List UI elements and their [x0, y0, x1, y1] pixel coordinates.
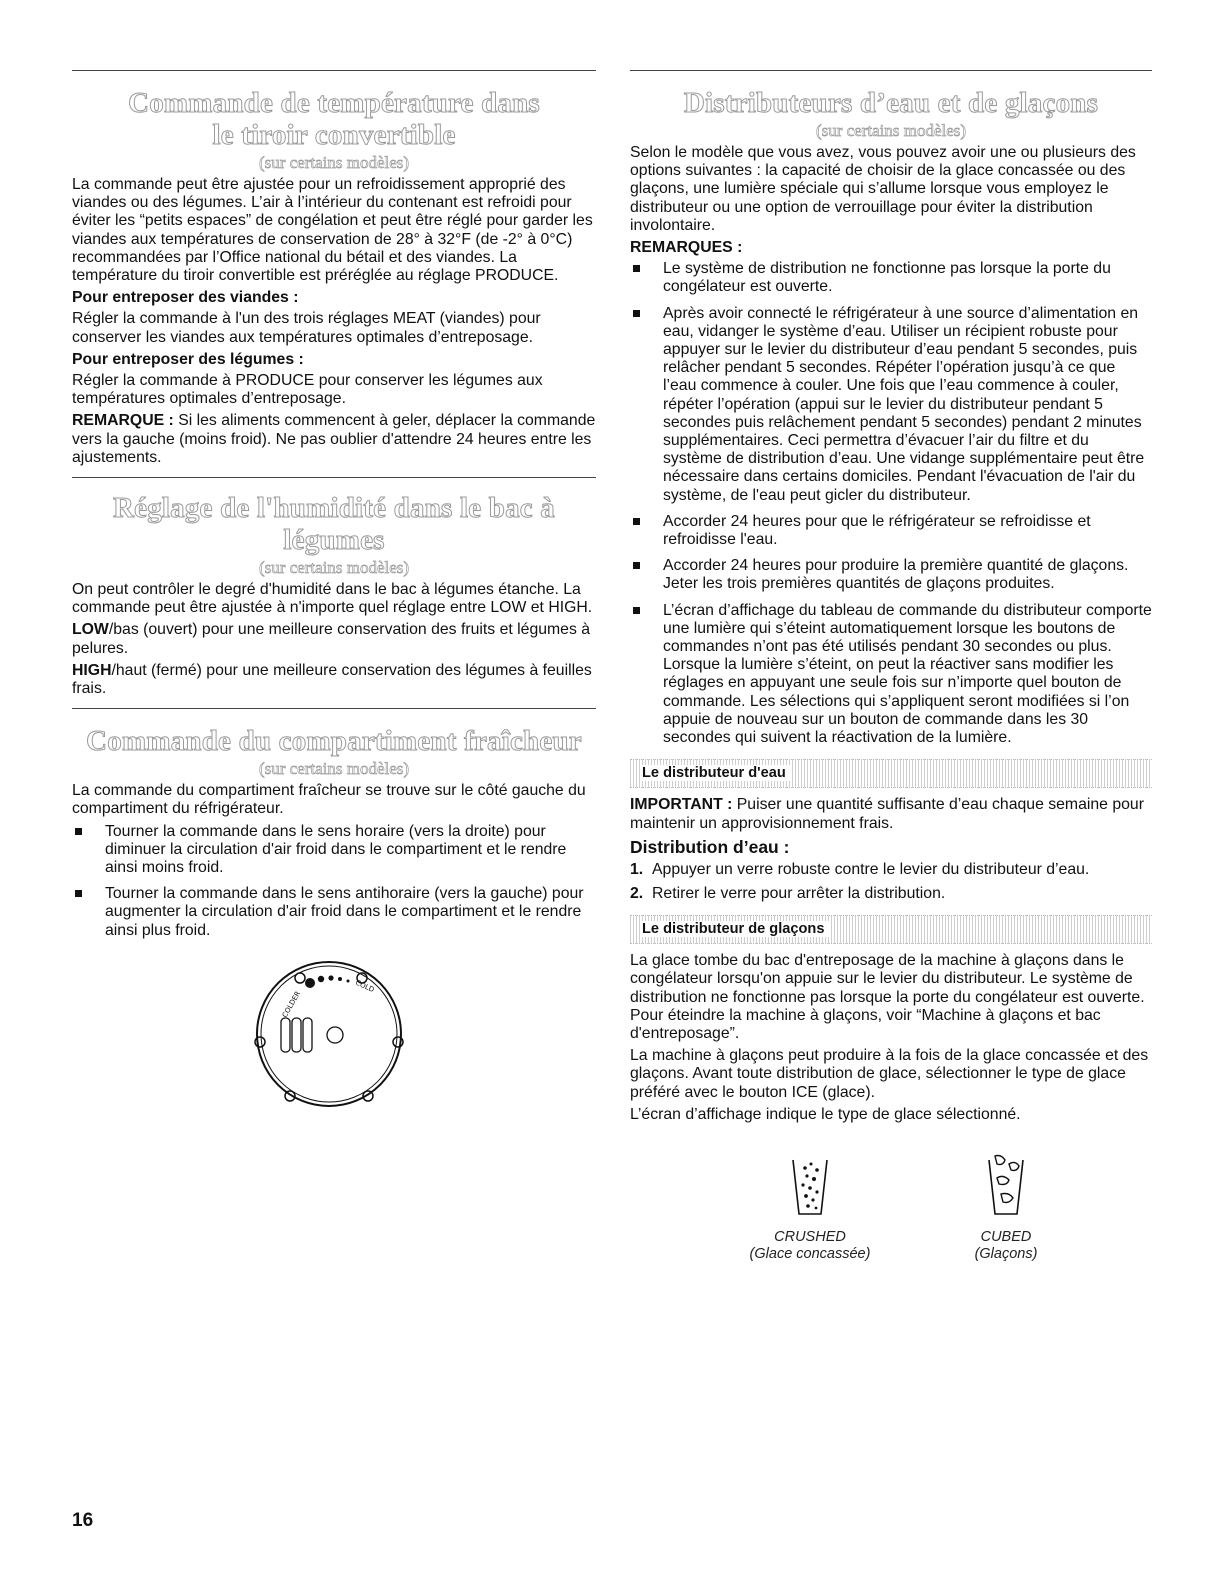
remarques-heading: REMARQUES : — [630, 239, 743, 257]
water-steps — [630, 861, 1152, 903]
important-label: IMPORTANT : — [630, 796, 733, 814]
vegetables-text: Régler la commande à PRODUCE pour conserver les légumes aux températures optimales d’entreposage. — [72, 372, 543, 408]
humidity-high — [72, 662, 596, 698]
step-number: 1. — [630, 860, 644, 878]
ice-paragraph-2: La machine à glaçons peut produire à la fois de la glace concassée et des glaçons. Avant toute distribution de glace, sélectionner le type de glace préféré avec le bouton ICE (glace). — [630, 1047, 1149, 1101]
fresh-compartment-list — [72, 823, 596, 940]
section-title-temp-drawer-line2: le tiroir convertible — [212, 119, 456, 151]
note-label: REMARQUE : — [72, 412, 174, 430]
section-subtitle: (sur certains modèles) — [815, 121, 967, 140]
list-item: L’écran d’affichage du tableau de commande du distributeur comporte une lumière qui s’éteint automatiquement lorsque les boutons de commandes n’ont pas été utilisés pendant 30 secondes ou plus. Lorsque la lumière s’éteint, on peut la réactiver sans modifier les réglages en appuyant une seule fois sur n’importe quel bouton de commande. Les sélections qui s’appliquent seront modifiées si l’on appuie de nouveau sur un bouton de commande dans les 30 secondes qui suivent la réactivation de la lumière. — [630, 602, 1152, 748]
dial-illustration — [72, 948, 596, 1118]
cubed-ice-item — [926, 1152, 1086, 1263]
control-dial-diagram — [72, 948, 596, 1118]
list-item: Après avoir connecté le réfrigérateur à une source d’alimentation en eau, vidanger le système d’eau. Utiliser un récipient robuste pour appuyer sur le levier du distributeur d’eau pendant 5 secondes, puis relâcher pendant 5 secondes. Répéter l’opération jusqu’à ce que l’eau commence à couler. Une fois que l’eau commence à couler, répéter l’opération (appui sur le levier du distributeur pendant 5 secondes puis relâchement pendant 5 secondes) pendant 2 minutes supplémentaires. Ceci permettra d’évacuer l’air du filtre et du système de distribution d’eau. Une vidange supplémentaire peut être nécessaire dans certains domiciles. Pendant l'évacuation de l'air du système, de l'eau peut gicler du distributeur. — [630, 305, 1152, 505]
dial-label-colder: COLDER — [280, 989, 303, 1019]
section-title-dispensers: Distributeurs d’eau et de glaçons — [683, 87, 1099, 119]
ice-dispenser-heading: Le distributeur de glaçons — [640, 921, 829, 937]
section-title-temp-drawer-line1: Commande de température dans — [128, 87, 540, 119]
fresh-compartment-intro: La commande du compartiment fraîcheur se trouve sur le côté gauche du compartiment du réfrigérateur. — [72, 782, 586, 818]
list-item: Accorder 24 heures pour produire la première quantité de glaçons. Jeter les trois premières quantités de glaçons produites. — [630, 557, 1152, 593]
meat-text: Régler la commande à l'un des trois réglages MEAT (viandes) pour conserver les viandes aux températures optimales d’entreposage. — [72, 310, 541, 346]
crushed-ice-item — [730, 1152, 890, 1263]
section-subtitle: (sur certains modèles) — [258, 558, 410, 578]
remarques-list — [630, 260, 1152, 747]
list-item: Accorder 24 heures pour que le réfrigérateur se refroidisse et refroidisse l'eau. — [630, 513, 1152, 549]
crushed-label: CRUSHED — [774, 1228, 846, 1245]
crushed-sublabel: (Glace concassée) — [749, 1245, 871, 1262]
list-item: Le système de distribution ne fonctionne pas lorsque la porte du congélateur est ouverte. — [630, 260, 1152, 296]
low-text: /bas (ouvert) pour une meilleure conservation des fruits et légumes à pelures. — [72, 621, 591, 657]
step-number: 2. — [630, 884, 644, 902]
meat-heading: Pour entreposer des viandes : — [72, 289, 299, 307]
water-dispenser-band — [630, 759, 1152, 788]
section-title-humidity: Réglage de l'humidité dans le bac à légumes — [112, 492, 555, 557]
right-column — [630, 70, 1152, 1302]
section-title-fresh-compartment: Commande du compartiment fraîcheur — [86, 725, 582, 758]
high-label: HIGH — [72, 661, 112, 679]
step-item — [630, 885, 1152, 903]
ice-paragraph-3: L’écran d’affichage indique le type de glace sélectionné. — [630, 1105, 1021, 1123]
page-number: 16 — [72, 1510, 94, 1531]
cubed-ice-icon — [981, 1152, 1031, 1218]
ice-dispenser-band — [630, 915, 1152, 944]
list-item: Tourner la commande dans le sens horaire (vers la droite) pour diminuer la circulation d'air froid dans le compartiment et le rendre ainsi moins froid. — [72, 823, 596, 878]
section-subtitle: (sur certains modèles) — [258, 759, 410, 779]
note-text: Si les aliments commencent à geler, déplacer la commande vers la gauche (moins froid). Ne pas oublier d'attendre 24 heures entre les ajustements. — [72, 412, 596, 466]
step-text: Retirer le verre pour arrêter la distribution. — [652, 884, 946, 902]
section-subtitle: (sur certains modèles) — [258, 153, 410, 172]
cubed-sublabel: (Glaçons) — [974, 1245, 1038, 1262]
temp-drawer-intro: La commande peut être ajustée pour un refroidissement approprié des viandes ou des légumes. L’air à l’intérieur du contenant est refroidi pour éviter les “petits espaces” de congélation et peut être réglé pour garder les viandes aux températures de conservation de 28° à 32°F (de -2° à 0°C) recommandées par l’Office national du bétail et des viandes. La température du tiroir convertible est préréglée au réglage PRODUCE. — [72, 176, 593, 285]
water-distribution-heading: Distribution d’eau : — [630, 836, 790, 857]
high-text: /haut (fermé) pour une meilleure conservation des légumes à feuilles frais. — [72, 661, 592, 698]
cubed-label: CUBED — [980, 1228, 1032, 1245]
list-item: Tourner la commande dans le sens antihoraire (vers la gauche) pour augmenter la circulation d'air froid dans le compartiment et le rendre ainsi plus froid. — [72, 885, 596, 940]
important-note — [630, 796, 1152, 832]
ice-type-figure — [630, 1152, 1152, 1302]
left-column — [72, 70, 596, 1118]
important-text: Puiser une quantité suffisante d’eau chaque semaine pour maintenir un approvisionnement frais. — [630, 796, 1144, 832]
temp-drawer-note — [72, 412, 596, 467]
dial-label-cold: COLD — [354, 978, 376, 995]
step-item — [630, 861, 1152, 879]
crushed-ice-icon — [785, 1152, 835, 1218]
step-text: Appuyer un verre robuste contre le levier du distributeur d’eau. — [652, 860, 1090, 878]
water-dispenser-heading: Le distributeur d'eau — [640, 765, 791, 781]
ice-paragraph-1: La glace tombe du bac d'entreposage de la machine à glaçons dans le congélateur lorsqu'on appuie sur le levier du distributeur. Le système de distribution ne fonctionne pas lorsque la porte du congélateur est ouverte. Pour éteindre la machine à glaçons, voir “Machine à glaçons et bac d'entreposage”. — [630, 952, 1145, 1042]
humidity-intro: On peut contrôler le degré d'humidité dans le bac à légumes étanche. La commande peut être ajustée à n'importe quel réglage entre LOW et HIGH. — [72, 581, 593, 617]
humidity-low — [72, 621, 596, 657]
dispensers-intro: Selon le modèle que vous avez, vous pouvez avoir une ou plusieurs des options suivantes : la capacité de choisir de la glace concassée ou des glaçons, une lumière spéciale qui s’allume lorsque vous employez le distributeur ou une option de verrouillage pour éviter la distribution involontaire. — [630, 144, 1136, 234]
vegetables-heading: Pour entreposer des légumes : — [72, 350, 304, 368]
low-label: LOW — [72, 621, 109, 639]
